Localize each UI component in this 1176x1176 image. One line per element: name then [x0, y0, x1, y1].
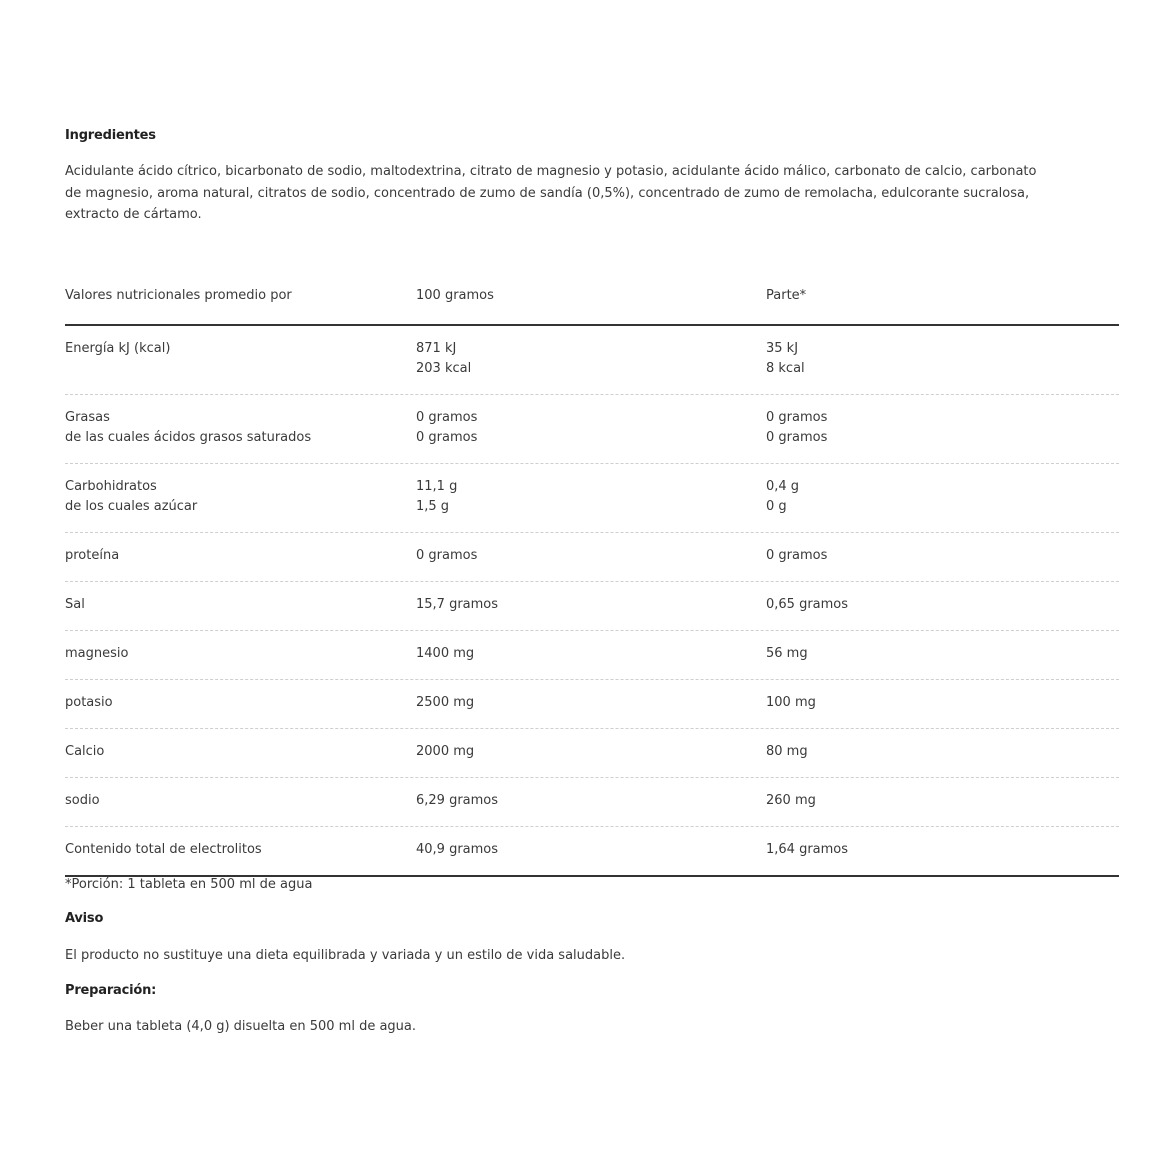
value-per-portion: 0 g: [766, 499, 787, 514]
nutrient-name: Grasas: [65, 410, 110, 425]
value-per-portion: 0,4 g: [766, 479, 800, 494]
nutrient-name-cell: [65, 791, 100, 811]
nutrition-table: [65, 280, 1119, 877]
value-per-100g: 871 kJ: [416, 341, 457, 356]
value-per-portion: 56 mg: [766, 646, 808, 661]
value-per-100g-cell: [416, 742, 474, 762]
table-row: [65, 827, 1119, 877]
value-per-portion-cell: [766, 408, 827, 448]
nutrient-name: de las cuales ácidos grasos saturados: [65, 430, 312, 445]
table-row: [65, 680, 1119, 729]
nutrition-table-header: [65, 280, 1119, 326]
value-per-100g-cell: [416, 595, 498, 615]
value-per-100g: 2500 mg: [416, 695, 475, 710]
value-per-portion-cell: [766, 339, 805, 379]
nutrient-name: sodio: [65, 793, 100, 808]
value-per-portion-cell: [766, 791, 816, 811]
value-per-100g: 0 gramos: [416, 430, 478, 445]
nutrient-name-cell: [65, 693, 113, 713]
nutrient-name-cell: [65, 408, 311, 448]
table-row: [65, 395, 1119, 464]
value-per-100g-cell: [416, 477, 457, 517]
table-row: [65, 729, 1119, 778]
notice-text: El producto no sustituye una dieta equilibrada y variada y un estilo de vida saludable.: [65, 948, 626, 963]
nutrient-name-cell: [65, 742, 104, 762]
table-row: [65, 582, 1119, 631]
value-per-portion: 35 kJ: [766, 341, 799, 356]
preparation-text: Beber una tableta (4,0 g) disuelta en 500 ml de agua.: [65, 1019, 417, 1034]
value-per-portion: 0,65 gramos: [766, 597, 849, 612]
value-per-100g-cell: [416, 840, 498, 860]
value-per-100g: 6,29 gramos: [416, 793, 499, 808]
value-per-100g-cell: [416, 546, 477, 566]
value-per-portion-cell: [766, 644, 808, 664]
value-per-portion: 0 gramos: [766, 430, 828, 445]
nutrient-name: potasio: [65, 695, 113, 710]
value-per-100g: 40,9 gramos: [416, 842, 499, 857]
value-per-100g: 0 gramos: [416, 548, 478, 563]
nutrient-name: Sal: [65, 597, 85, 612]
header-nutrient: Valores nutricionales promedio por: [65, 288, 292, 303]
notice-heading: Aviso: [65, 911, 104, 926]
table-row: [65, 631, 1119, 680]
nutrient-name: Calcio: [65, 744, 105, 759]
ingredients-heading: Ingredientes: [65, 128, 156, 143]
value-per-100g-cell: [416, 791, 498, 811]
ingredients-line: extracto de cártamo.: [65, 207, 202, 222]
nutrient-name-cell: [65, 546, 119, 566]
table-row: [65, 533, 1119, 582]
value-per-100g: 203 kcal: [416, 361, 472, 376]
nutrition-table-body: [65, 326, 1119, 877]
value-per-100g-cell: [416, 693, 474, 713]
table-row: [65, 464, 1119, 533]
header-per-100g: 100 gramos: [416, 288, 494, 303]
value-per-portion: 8 kcal: [766, 361, 805, 376]
nutrient-name-cell: [65, 339, 170, 359]
value-per-portion: 100 mg: [766, 695, 816, 710]
value-per-100g: 11,1 g: [416, 479, 458, 494]
nutrient-name-cell: [65, 477, 197, 517]
value-per-100g-cell: [416, 408, 477, 448]
value-per-portion-cell: [766, 546, 827, 566]
value-per-portion: 0 gramos: [766, 410, 828, 425]
ingredients-line: Acidulante ácido cítrico, bicarbonato de sodio, maltodextrina, citrato de magnesio y potasio, acidulante ácido málico, carbonato de calcio, carbonato: [65, 164, 1037, 179]
value-per-portion: 80 mg: [766, 744, 808, 759]
nutrient-name-cell: [65, 595, 85, 615]
nutrient-name: Energía kJ (kcal): [65, 341, 171, 356]
value-per-portion-cell: [766, 742, 808, 762]
value-per-portion-cell: [766, 477, 799, 517]
nutrient-name-cell: [65, 840, 262, 860]
ingredients-text: [65, 161, 1115, 226]
value-per-100g: 0 gramos: [416, 410, 478, 425]
nutrient-name-cell: [65, 644, 128, 664]
header-portion: Parte*: [766, 288, 807, 303]
value-per-100g: 1,5 g: [416, 499, 450, 514]
nutrient-name: de los cuales azúcar: [65, 499, 198, 514]
value-per-100g: 2000 mg: [416, 744, 475, 759]
value-per-100g: 1400 mg: [416, 646, 475, 661]
table-row: [65, 778, 1119, 827]
nutrient-name: Carbohidratos: [65, 479, 157, 494]
value-per-portion-cell: [766, 693, 816, 713]
value-per-100g: 15,7 gramos: [416, 597, 499, 612]
table-row: [65, 326, 1119, 395]
preparation-heading: Preparación:: [65, 983, 157, 998]
nutrient-name: magnesio: [65, 646, 129, 661]
value-per-portion-cell: [766, 840, 848, 860]
portion-footnote: *Porción: 1 tableta en 500 ml de agua: [65, 877, 313, 892]
value-per-100g-cell: [416, 339, 471, 379]
nutrient-name: Contenido total de electrolitos: [65, 842, 262, 857]
ingredients-line: de magnesio, aroma natural, citratos de sodio, concentrado de zumo de sandía (0,5%), concentrado de zumo de remolacha, edulcorante sucralosa,: [65, 185, 1030, 201]
nutrient-name: proteína: [65, 548, 120, 563]
value-per-portion: 260 mg: [766, 793, 816, 808]
value-per-100g-cell: [416, 644, 474, 664]
value-per-portion: 1,64 gramos: [766, 842, 849, 857]
value-per-portion-cell: [766, 595, 848, 615]
value-per-portion: 0 gramos: [766, 548, 828, 563]
